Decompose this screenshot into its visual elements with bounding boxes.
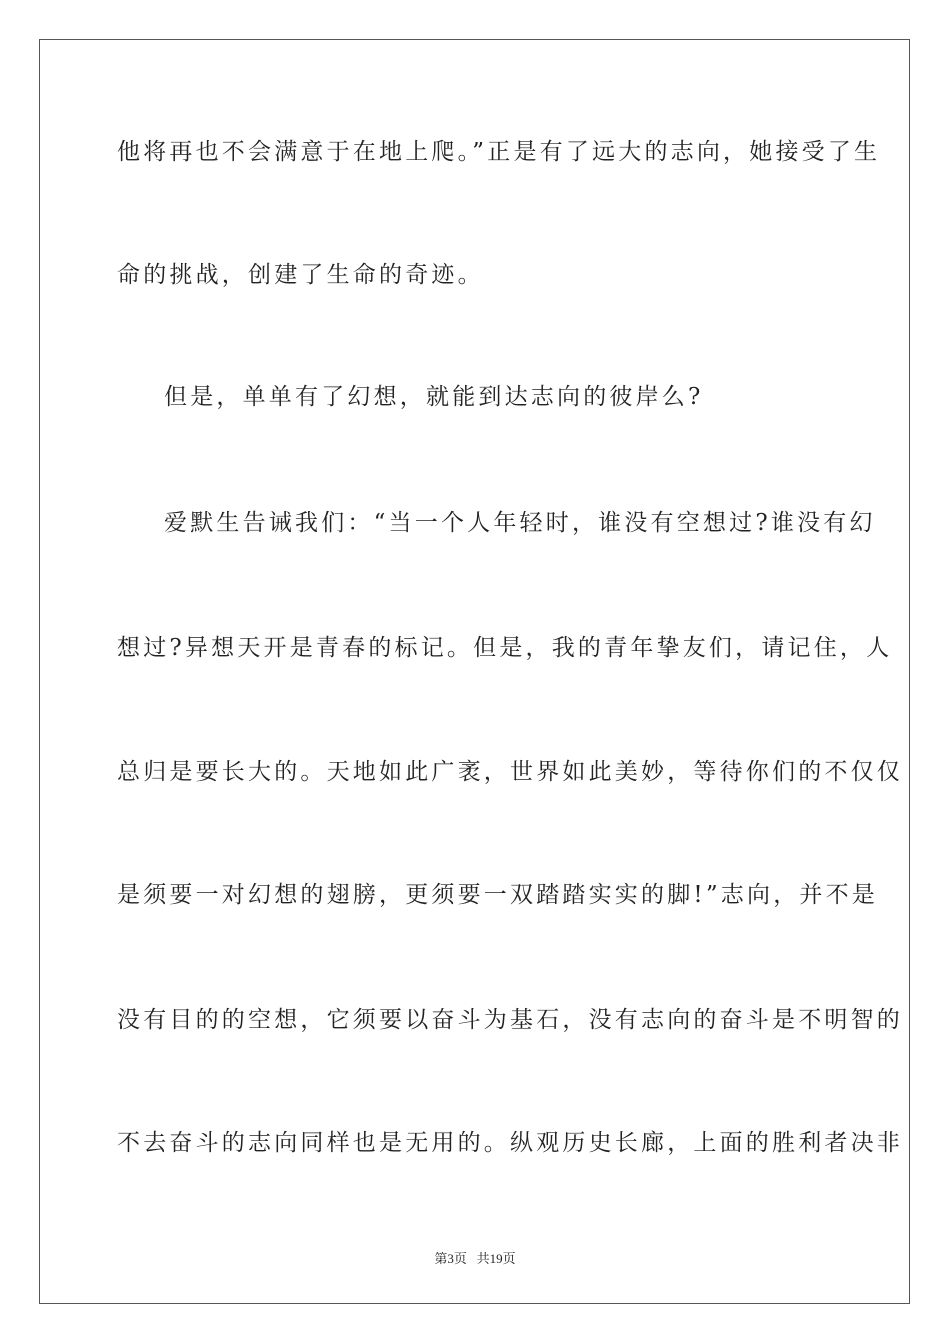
page-number: 第3页 xyxy=(434,1251,467,1266)
page-border xyxy=(39,39,910,1304)
body-text-line: 总归是要长大的。天地如此广袤，世界如此美妙，等待你们的不仅仅 xyxy=(117,759,903,785)
page-footer xyxy=(0,1248,950,1267)
body-text-line: 是须要一对幻想的翅膀，更须要一双踏踏实实的脚!”志向，并不是 xyxy=(117,882,879,908)
body-text-line: 没有目的的空想，它须要以奋斗为基石，没有志向的奋斗是不明智的 xyxy=(117,1007,903,1033)
body-text-line: 他将再也不会满意于在地上爬。”正是有了远大的志向，她接受了生 xyxy=(117,139,881,165)
body-text-line: 但是，单单有了幻想，就能到达志向的彼岸么? xyxy=(164,384,704,410)
body-text-line: 想过?异想天开是青春的标记。但是，我的青年挚友们，请记住，人 xyxy=(117,635,893,661)
body-text-line: 不去奋斗的志向同样也是无用的。纵观历史长廊，上面的胜利者决非 xyxy=(117,1130,903,1156)
page-total: 共19页 xyxy=(476,1251,516,1266)
body-text-line: 命的挑战，创建了生命的奇迹。 xyxy=(117,262,484,288)
body-text-line: 爱默生告诫我们：“当一个人年轻时，谁没有空想过?谁没有幻 xyxy=(164,510,876,536)
